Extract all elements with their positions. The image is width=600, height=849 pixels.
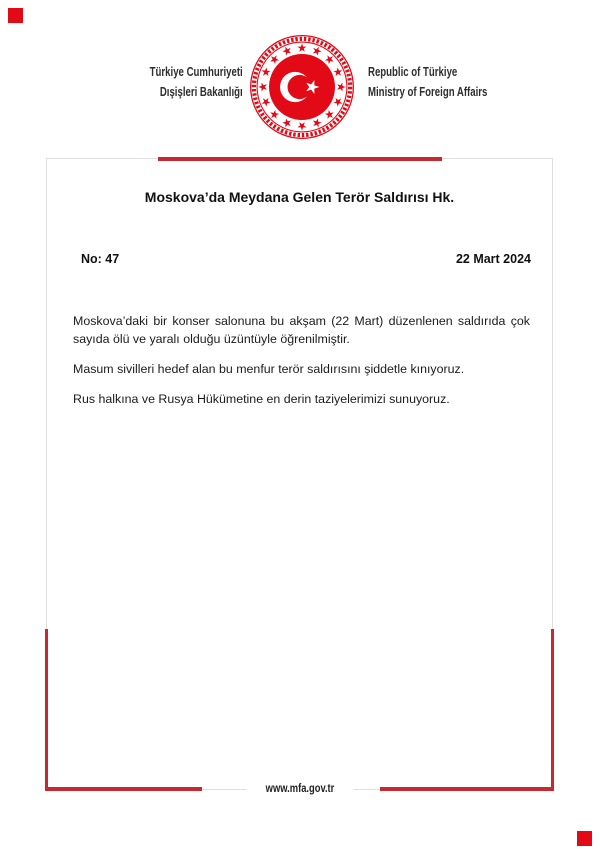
document-title: Moskova’da Meydana Gelen Terör Saldırısı Hk.	[144, 189, 455, 205]
footer-website	[245, 779, 353, 797]
document-date: 22 Mart 2024	[455, 252, 531, 266]
document-number: No: 47	[81, 252, 120, 266]
ministry-name-en-line2: Ministry of Foreign Affairs	[368, 84, 488, 99]
ministry-name-tr-line2: Dışişleri Bakanlığı	[160, 84, 243, 99]
document-body	[73, 312, 530, 408]
paragraph-1: Moskova’daki bir konser salonuna bu akşam (22 Mart) düzenlenen saldırıda çok sayıda ölü ve yaralı olduğu üzüntüyle öğrenilmiştir.	[73, 314, 530, 346]
red-accent-top	[158, 157, 442, 161]
corner-mark-top-left	[8, 8, 23, 23]
paragraph-2: Masum sivilleri hedef alan bu menfur terör saldırısını şiddetle kınıyoruz.	[73, 362, 465, 376]
corner-mark-bottom-right	[577, 831, 592, 846]
red-accent-side-right	[551, 629, 554, 791]
footer-website-text: www.mfa.gov.tr	[265, 781, 334, 795]
ministry-name-english	[368, 62, 487, 102]
paragraph-3: Rus halkına ve Rusya Hükümetine en derin taziyelerimizi sunuyoruz.	[73, 392, 450, 406]
letter-frame	[46, 158, 553, 795]
document-meta-row	[81, 252, 531, 266]
ministry-name-en-line1: Republic of Türkiye	[368, 64, 458, 79]
ministry-name-tr-line1: Türkiye Cumhuriyeti	[149, 64, 243, 79]
emblem-flag-disc	[269, 54, 335, 120]
red-accent-side-left	[45, 629, 48, 791]
red-accent-bottom-right	[380, 787, 553, 791]
red-accent-bottom-left	[46, 787, 202, 791]
mfa-emblem-icon	[247, 32, 357, 142]
ministry-name-turkish	[150, 62, 243, 102]
